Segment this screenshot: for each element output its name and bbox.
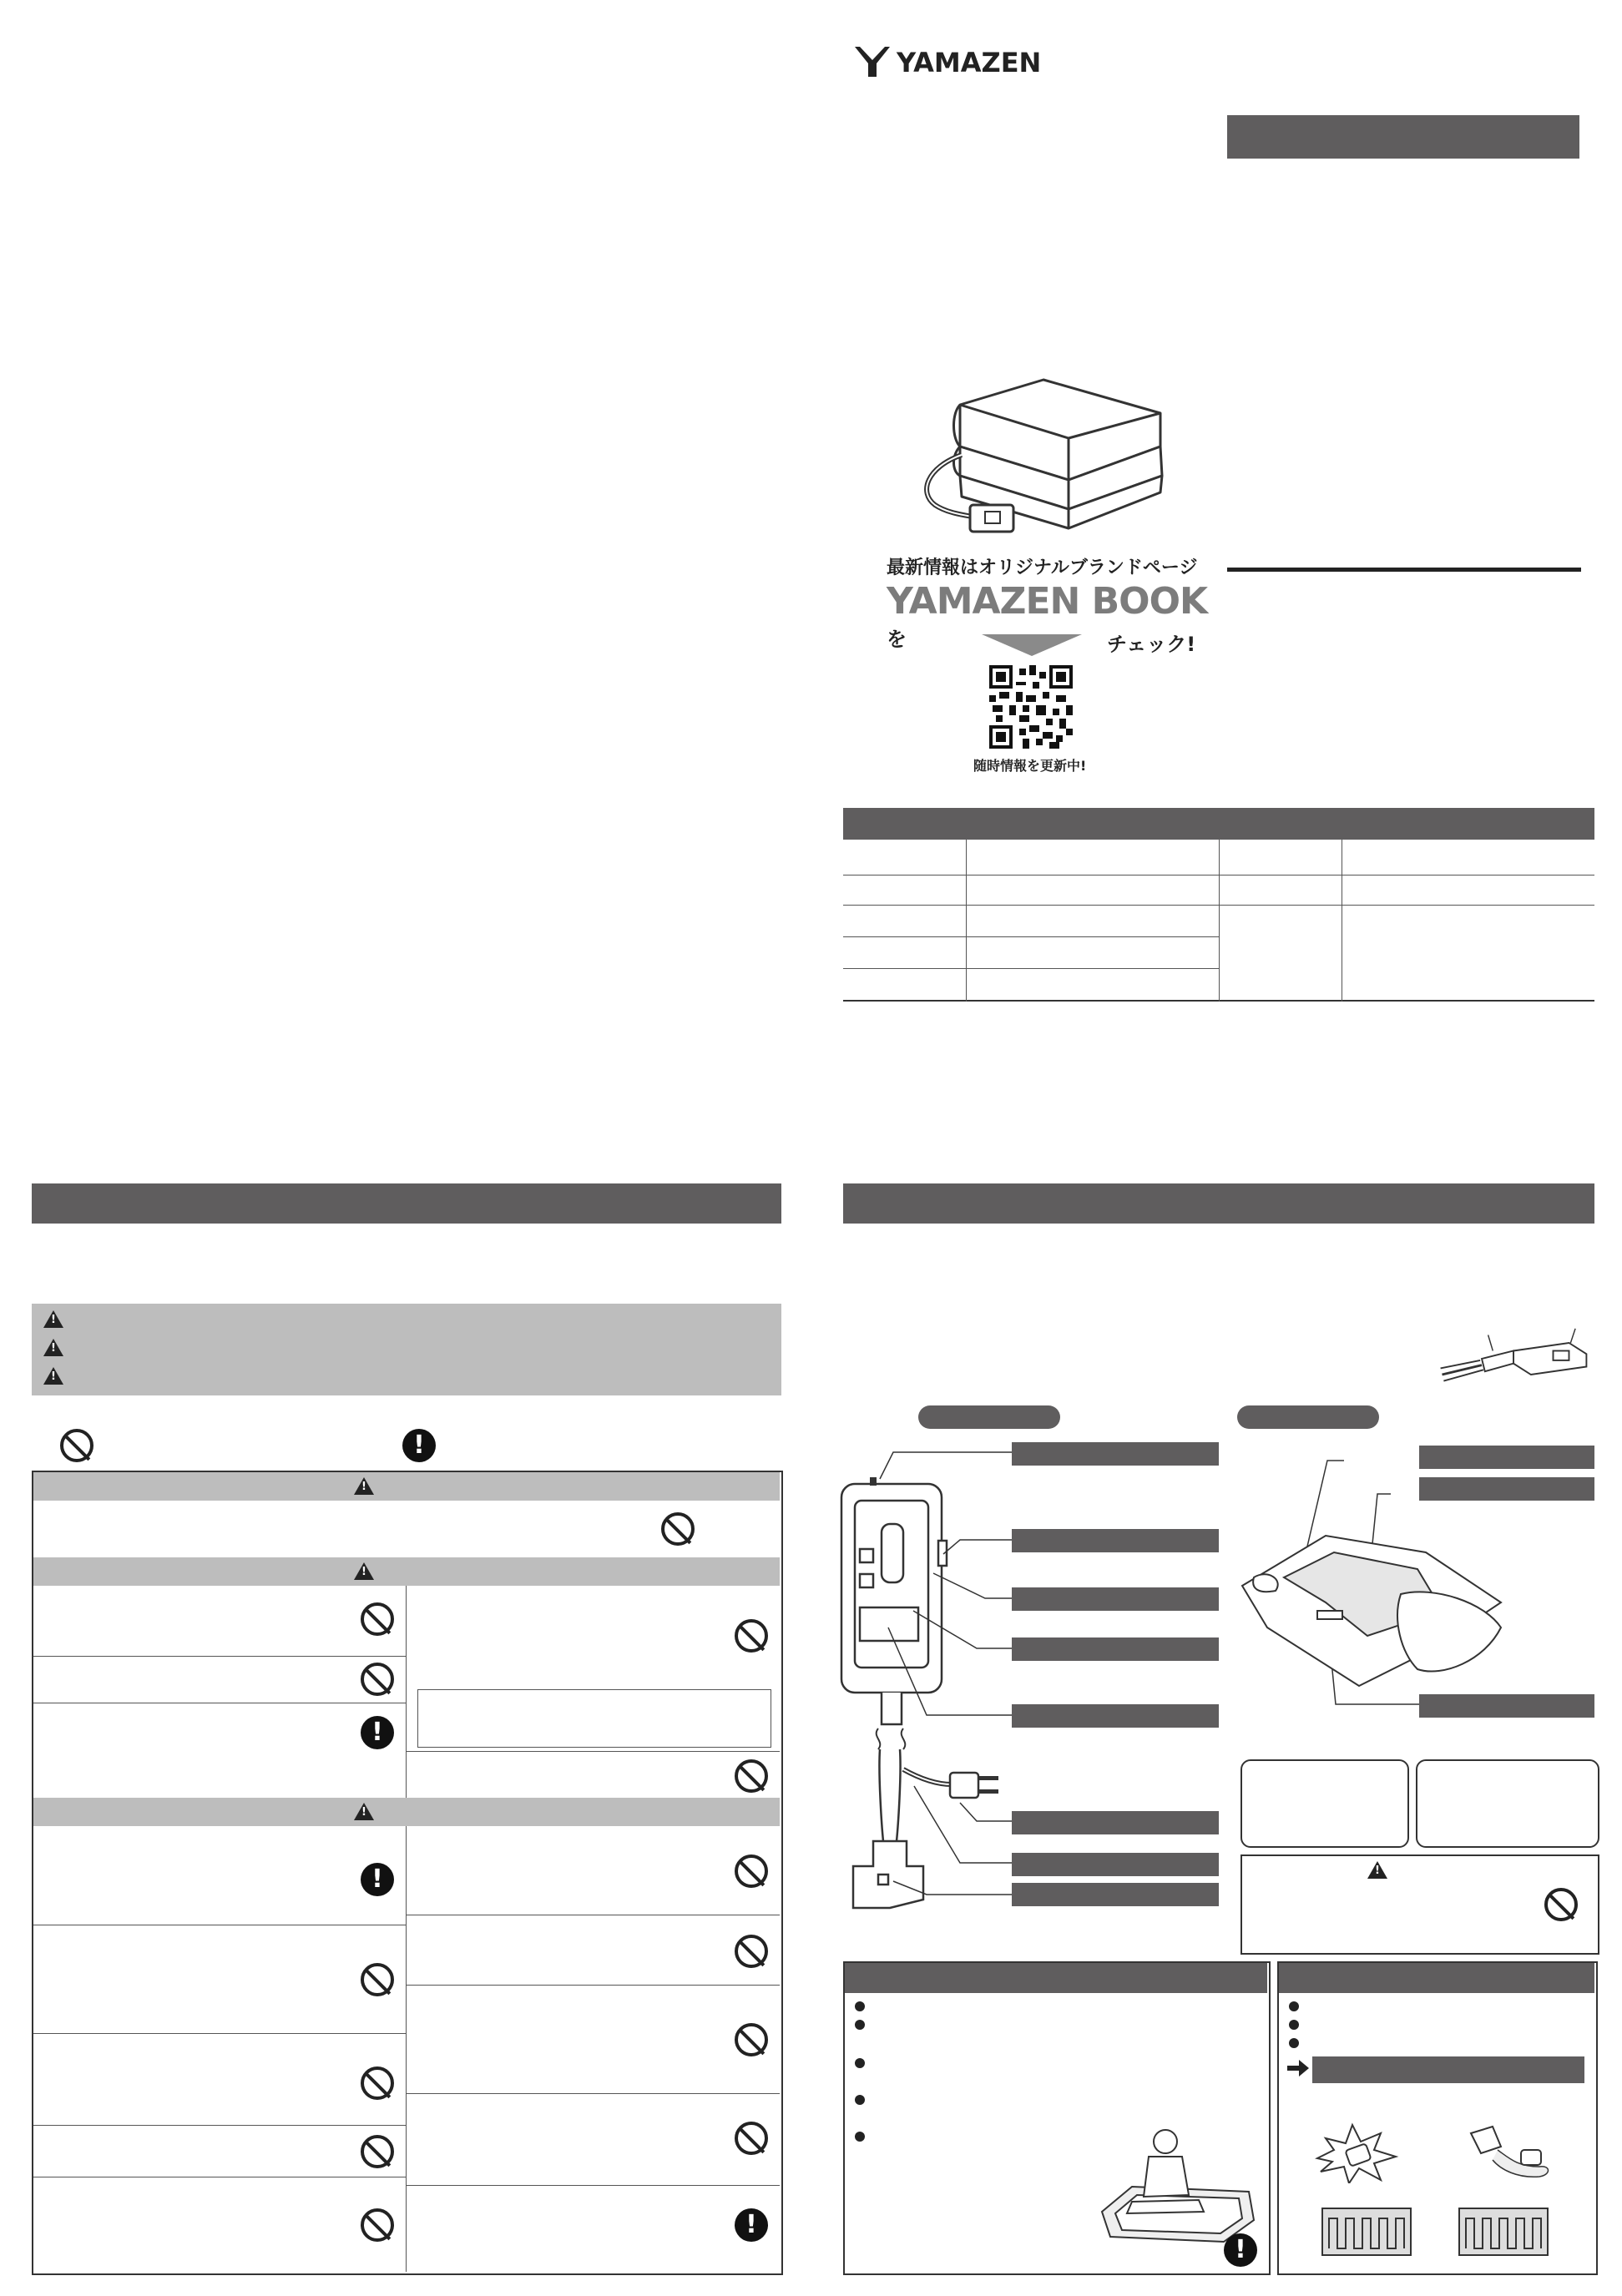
brand-logo: [853, 40, 1054, 82]
impact-illustration: [1309, 2117, 1409, 2183]
book-suffix: を: [887, 628, 907, 651]
caution-bar: [33, 1798, 780, 1826]
warning-triangle-icon: [43, 1310, 63, 1328]
mandatory-icon: !: [402, 1429, 436, 1462]
model-title-bar: [1227, 115, 1579, 159]
safety-section-bar: [32, 1183, 781, 1224]
safety-row-line: [33, 2033, 406, 2034]
safety-column-divider: [406, 1826, 407, 2272]
prohibit-icon: [735, 1935, 768, 1968]
spec-table-header: [843, 808, 1594, 840]
blanket-part-label: [1419, 1477, 1594, 1501]
prohibit-icon: [361, 1963, 394, 1996]
prohibit-icon: [735, 2023, 768, 2056]
spec-col-line: [1219, 840, 1220, 1002]
qr-code-icon: [989, 665, 1073, 749]
controller-part-label: [1012, 1704, 1219, 1728]
warning-bar: [33, 1557, 780, 1586]
heater-wire-illustration: [1321, 2207, 1412, 2257]
mandatory-icon: !: [361, 1863, 394, 1896]
danger-bar: [33, 1472, 780, 1501]
warning-triangle-icon: [1367, 1861, 1387, 1879]
blanket-pill-label: [1237, 1405, 1379, 1429]
arrow-down-icon: [982, 634, 1082, 656]
bullet-icon: [1289, 2020, 1299, 2030]
controller-part-label: [1012, 1637, 1219, 1661]
controller-part-label: [1012, 1587, 1219, 1611]
warning-triangle-icon: [354, 1477, 374, 1495]
controller-part-label: [1012, 1529, 1219, 1552]
prohibit-icon: [735, 1854, 768, 1888]
bullet-icon: [855, 2020, 865, 2030]
usage-box-header: [845, 1963, 1267, 1993]
prohibit-icon: [1544, 1888, 1578, 1921]
controller-part-label: [1012, 1442, 1219, 1466]
yamazen-logo-icon: [853, 43, 892, 78]
promo-footer: 随時情報を更新中!: [973, 758, 1087, 774]
safety-column-divider: [406, 1586, 407, 1798]
warning-triangle-icon: [354, 1803, 374, 1820]
bullet-icon: [1289, 2038, 1299, 2048]
cover-rule: [1227, 568, 1581, 572]
bullet-icon: [855, 2132, 865, 2142]
safety-row-line: [406, 1985, 780, 1986]
mandatory-icon: !: [1224, 2233, 1257, 2267]
prohibit-icon: [361, 2208, 394, 2242]
safety-row-line: [406, 2185, 780, 2186]
warning-triangle-icon: [354, 1562, 374, 1580]
info-box: [1416, 1759, 1599, 1848]
water-spill-illustration: [1459, 2117, 1559, 2183]
safety-row-line: [406, 1751, 780, 1752]
spec-row-line: [843, 936, 1219, 937]
blanket-part-label: [1419, 1694, 1594, 1718]
prohibit-icon: [361, 2135, 394, 2168]
person-sitting-illustration: [1099, 2120, 1257, 2245]
blanket-part-label: [1419, 1446, 1594, 1469]
safety-row-line: [406, 2093, 780, 2094]
prohibit-icon: [735, 1759, 768, 1793]
book-name: YAMAZEN BOOK: [887, 580, 1208, 623]
safety-row-line: [33, 2125, 406, 2126]
bullet-icon: [855, 2058, 865, 2068]
brand-name: YAMAZEN: [897, 47, 1042, 78]
controller-part-label: [1012, 1853, 1219, 1876]
care-note-bar: [1312, 2056, 1584, 2083]
info-box: [1241, 1759, 1409, 1848]
parts-section-bar: [843, 1183, 1594, 1224]
bullet-icon: [855, 2095, 865, 2105]
safety-row-line: [33, 1656, 406, 1657]
heater-wire-illustration: [1458, 2207, 1549, 2257]
prohibit-icon: [735, 1619, 768, 1653]
prohibit-icon: [661, 1512, 695, 1546]
safety-table: [32, 1471, 783, 2275]
prohibit-icon: [361, 1663, 394, 1696]
bullet-icon: [855, 2001, 865, 2011]
prohibit-icon: [361, 2066, 394, 2100]
warning-triangle-icon: [43, 1339, 63, 1356]
mandatory-icon: !: [735, 2208, 768, 2242]
prohibit-icon: [60, 1429, 93, 1462]
warning-triangle-icon: [43, 1367, 63, 1385]
prohibit-icon: [735, 2122, 768, 2155]
spec-col-line: [966, 840, 967, 1002]
electric-blanket-illustration: [918, 321, 1185, 538]
note-box: [417, 1689, 771, 1748]
controller-illustration: [840, 1474, 957, 1925]
blanket-layout-illustration: [1234, 1486, 1509, 1694]
promo-check: チェック!: [1107, 633, 1196, 656]
spec-row-line: [843, 968, 1219, 969]
mandatory-icon: !: [361, 1716, 394, 1749]
controller-pill-label: [918, 1405, 1060, 1429]
arrow-right-icon: [1287, 2060, 1309, 2076]
care-box-header: [1279, 1963, 1594, 1993]
signal-word-box: [32, 1304, 781, 1395]
promo-line: 最新情報はオリジナルブランドページ: [887, 558, 1198, 578]
prohibit-icon: [361, 1602, 394, 1636]
connector-illustration: [1434, 1327, 1593, 1390]
controller-part-label: [1012, 1811, 1219, 1834]
bullet-icon: [1289, 2001, 1299, 2011]
controller-part-label: [1012, 1883, 1219, 1906]
power-plug-illustration: [902, 1761, 1002, 1811]
